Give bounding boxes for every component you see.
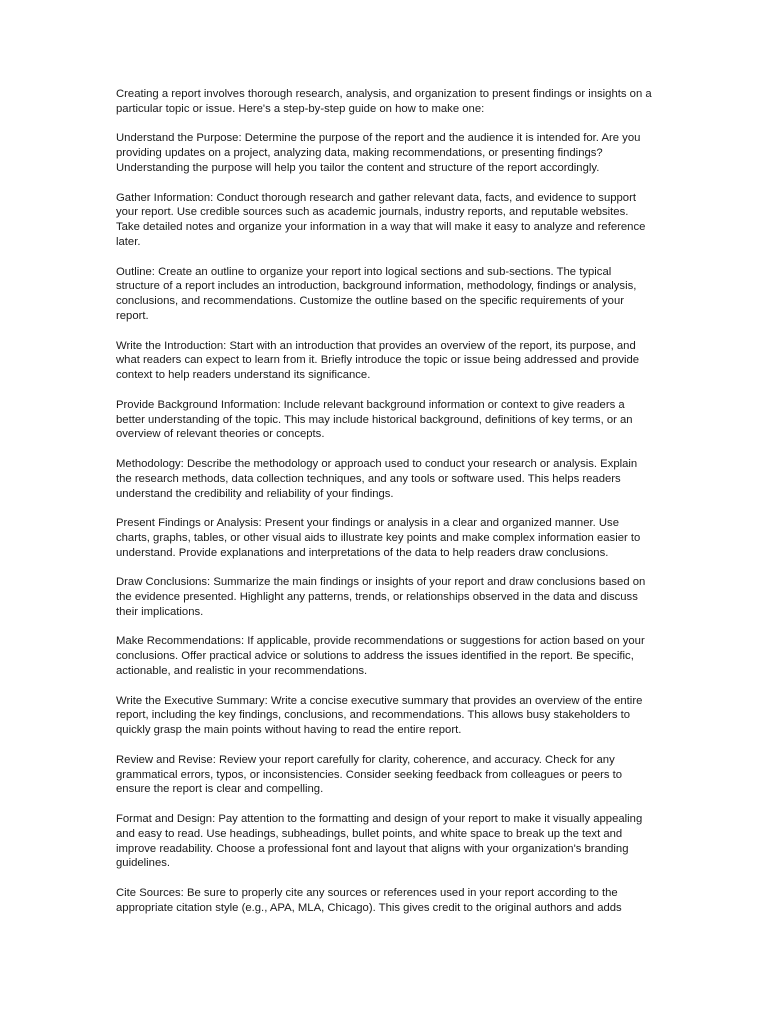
paragraph-background-information: Provide Background Information: Include relevant background information or context to give readers a better understanding of the topic. This may include historical background, definitions of key terms, or an overview of relevant theories or concepts. <box>116 398 633 441</box>
document-body <box>116 87 654 930</box>
paragraph-understand-purpose: Understand the Purpose: Determine the purpose of the report and the audience it is intended for. Are you providing updates on a project, analyzing data, making recommendations, or presenting findings? Understanding the purpose will help you tailor the content and structure of the report accordingly. <box>116 132 641 174</box>
paragraph-present-findings: Present Findings or Analysis: Present your findings or analysis in a clear and organized manner. Use charts, graphs, tables, or other visual aids to illustrate key points and make complex information easier to understand. Provide explanations and interpretations of the data to help readers draw conclusions. <box>116 517 641 559</box>
paragraph-make-recommendations: Make Recommendations: If applicable, provide recommendations or suggestions for action based on your conclusions. Offer practical advice or solutions to address the issues identified in the report. Be specific, actionable, and realistic in your recommendations. <box>116 635 645 678</box>
paragraph-executive-summary: Write the Executive Summary: Write a concise executive summary that provides an overview of the entire report, including the key findings, conclusions, and recommendations. This allows busy stakeholders to quickly grasp the main points without having to read the entire report. <box>116 694 643 737</box>
paragraph-format-design: Format and Design: Pay attention to the formatting and design of your report to make it visually appealing and easy to read. Use headings, subheadings, bullet points, and white space to break up the text and improve readability. Choose a professional font and layout that aligns with your organization's branding guidelines. <box>116 813 643 870</box>
paragraph-write-introduction: Write the Introduction: Start with an introduction that provides an overview of the report, its purpose, and what readers can expect to learn from it. Briefly introduce the topic or issue being addressed and provide context to help readers understand its significance. <box>116 339 640 382</box>
intro-paragraph: Creating a report involves thorough research, analysis, and organization to present findings or insights on a particular topic or issue. Here's a step-by-step guide on how to make one: <box>116 88 652 115</box>
paragraph-outline: Outline: Create an outline to organize your report into logical sections and sub-sections. The typical structure of a report includes an introduction, background information, methodology, findings or analysis, conclusions, and recommendations. Customize the outline based on the specific requirements of your report. <box>116 265 637 322</box>
paragraph-methodology: Methodology: Describe the methodology or approach used to conduct your research or analysis. Explain the research methods, data collection techniques, and any tools or software used. This helps readers understand the credibility and reliability of your findings. <box>116 457 638 500</box>
paragraph-cite-sources: Cite Sources: Be sure to properly cite any sources or references used in your report according to the appropriate citation style (e.g., APA, MLA, Chicago). This gives credit to the original authors and adds <box>116 887 622 914</box>
paragraph-gather-information: Gather Information: Conduct thorough research and gather relevant data, facts, and evidence to support your report. Use credible sources such as academic journals, industry reports, and reputable websites. Take detailed notes and organize your information in a way that will make it easy to analyze and reference later. <box>116 191 646 248</box>
paragraph-draw-conclusions: Draw Conclusions: Summarize the main findings or insights of your report and draw conclusions based on the evidence presented. Highlight any patterns, trends, or relationships observed in the data and discuss their implications. <box>116 576 646 618</box>
paragraph-review-revise: Review and Revise: Review your report carefully for clarity, coherence, and accuracy. Check for any grammatical errors, typos, or inconsistencies. Consider seeking feedback from colleagues or peers to ensure the report is clear and compelling. <box>116 753 623 796</box>
